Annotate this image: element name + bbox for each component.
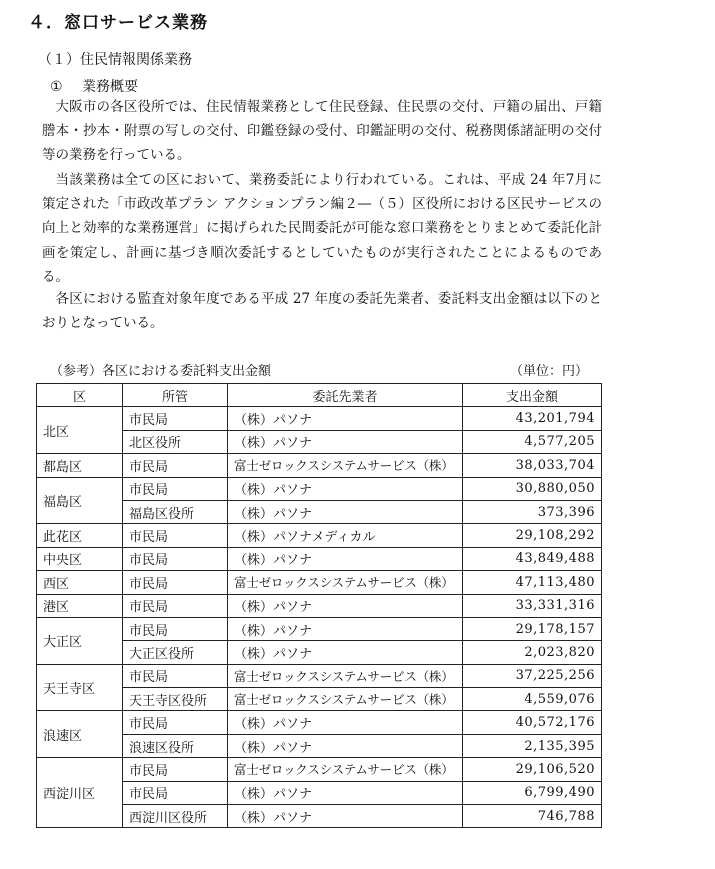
ward-cell: 此花区 — [37, 524, 123, 547]
amount-cell: 43,849,488 — [463, 547, 602, 570]
header-department: 所管 — [123, 384, 228, 407]
vendor-cell: （株）パソナ — [228, 617, 463, 640]
table-body — [37, 407, 602, 828]
table-row — [37, 477, 602, 500]
department-cell: 福島区役所 — [123, 500, 228, 523]
header-amount: 支出金額 — [463, 384, 602, 407]
amount-cell: 29,178,157 — [463, 617, 602, 640]
fee-table — [36, 383, 602, 828]
department-cell: 浪速区役所 — [123, 734, 228, 757]
department-cell: 市民局 — [123, 454, 228, 477]
amount-cell: 373,396 — [463, 500, 602, 523]
amount-cell: 29,106,520 — [463, 758, 602, 781]
amount-cell: 47,113,480 — [463, 571, 602, 594]
amount-cell: 38,033,704 — [463, 454, 602, 477]
amount-cell: 29,108,292 — [463, 524, 602, 547]
header-vendor: 委託先業者 — [228, 384, 463, 407]
amount-cell: 4,559,076 — [463, 688, 602, 711]
ward-cell: 中央区 — [37, 547, 123, 570]
amount-cell: 37,225,256 — [463, 664, 602, 687]
department-cell: 市民局 — [123, 664, 228, 687]
amount-cell: 4,577,205 — [463, 430, 602, 453]
vendor-cell: （株）パソナ — [228, 547, 463, 570]
department-cell: 西淀川区役所 — [123, 805, 228, 828]
table-row — [37, 407, 602, 430]
table-row — [37, 758, 602, 781]
ward-cell: 福島区 — [37, 477, 123, 524]
amount-cell: 2,135,395 — [463, 734, 602, 757]
department-cell: 市民局 — [123, 594, 228, 617]
ward-cell: 浪速区 — [37, 711, 123, 758]
table-header-row — [37, 384, 602, 407]
table-unit: （単位：円） — [510, 364, 589, 379]
section-title: （１）住民情報関係業務 — [38, 52, 192, 68]
department-cell: 天王寺区役所 — [123, 688, 228, 711]
department-cell: 市民局 — [123, 571, 228, 594]
table-row — [37, 524, 602, 547]
amount-cell: 746,788 — [463, 805, 602, 828]
vendor-cell: 富士ゼロックスシステムサービス（株） — [228, 454, 463, 477]
vendor-cell: （株）パソナ — [228, 477, 463, 500]
ward-cell: 港区 — [37, 594, 123, 617]
table-row — [37, 571, 602, 594]
vendor-cell: 富士ゼロックスシステムサービス（株） — [228, 664, 463, 687]
vendor-cell: （株）パソナ — [228, 641, 463, 664]
department-cell: 市民局 — [123, 711, 228, 734]
page-heading: ４．窓口サービス業務 — [28, 13, 208, 33]
table-row — [37, 664, 602, 687]
vendor-cell: （株）パソナ — [228, 781, 463, 804]
vendor-cell: 富士ゼロックスシステムサービス（株） — [228, 571, 463, 594]
table-row — [37, 547, 602, 570]
ward-cell: 西淀川区 — [37, 758, 123, 828]
vendor-cell: （株）パソナメディカル — [228, 524, 463, 547]
vendor-cell: （株）パソナ — [228, 711, 463, 734]
subsection-title: 業務概要 — [82, 79, 138, 95]
amount-cell: 2,023,820 — [463, 641, 602, 664]
vendor-cell: （株）パソナ — [228, 594, 463, 617]
ward-cell: 天王寺区 — [37, 664, 123, 711]
department-cell: 大正区役所 — [123, 641, 228, 664]
vendor-cell: 富士ゼロックスシステムサービス（株） — [228, 758, 463, 781]
vendor-cell: （株）パソナ — [228, 500, 463, 523]
ward-cell: 西区 — [37, 571, 123, 594]
ward-cell: 北区 — [37, 407, 123, 454]
header-ward: 区 — [37, 384, 123, 407]
table-row — [37, 594, 602, 617]
table-caption: （参考）各区における委託料支出金額 — [50, 364, 272, 379]
amount-cell: 33,331,316 — [463, 594, 602, 617]
department-cell: 市民局 — [123, 477, 228, 500]
department-cell: 市民局 — [123, 781, 228, 804]
amount-cell: 40,572,176 — [463, 711, 602, 734]
amount-cell: 6,799,490 — [463, 781, 602, 804]
department-cell: 市民局 — [123, 407, 228, 430]
department-cell: 市民局 — [123, 758, 228, 781]
vendor-cell: （株）パソナ — [228, 805, 463, 828]
table-row — [37, 711, 602, 734]
vendor-cell: （株）パソナ — [228, 734, 463, 757]
amount-cell: 30,880,050 — [463, 477, 602, 500]
ward-cell: 都島区 — [37, 454, 123, 477]
ward-cell: 大正区 — [37, 617, 123, 664]
paragraph-overview: 大阪市の各区役所では、住民情報業務として住民登録、住民票の交付、戸籍の届出、戸籍謄本・抄本・附票の写しの交付、印鑑登録の受付、印鑑証明の交付、税務関係諸証明の交付等の業務を行っている。 — [42, 99, 602, 164]
subsection-heading — [50, 76, 138, 96]
table-row — [37, 454, 602, 477]
paragraph-outsourcing: 当該業務は全ての区において、業務委託により行われている。これは、平成 24 年7月に策定された「市政改革プラン アクションプラン編２―（５）区役所における区民サービスの向上と効率的な業務運営」に掲げられた民間委託が可能な窓口業務をとりまとめて委託化計画を策定し、計画に基づき順次委託するとしていたものが実行されたことによるものである。 — [42, 172, 602, 285]
paragraph-audit-year: 各区における監査対象年度である平成 27 年度の委託先業者、委託料支出金額は以下のとおりとなっている。 — [42, 291, 602, 332]
vendor-cell: （株）パソナ — [228, 407, 463, 430]
department-cell: 市民局 — [123, 524, 228, 547]
department-cell: 北区役所 — [123, 430, 228, 453]
department-cell: 市民局 — [123, 617, 228, 640]
amount-cell: 43,201,794 — [463, 407, 602, 430]
vendor-cell: 富士ゼロックスシステムサービス（株） — [228, 688, 463, 711]
subsection-number: ① — [50, 79, 63, 95]
table-row — [37, 617, 602, 640]
vendor-cell: （株）パソナ — [228, 430, 463, 453]
department-cell: 市民局 — [123, 547, 228, 570]
